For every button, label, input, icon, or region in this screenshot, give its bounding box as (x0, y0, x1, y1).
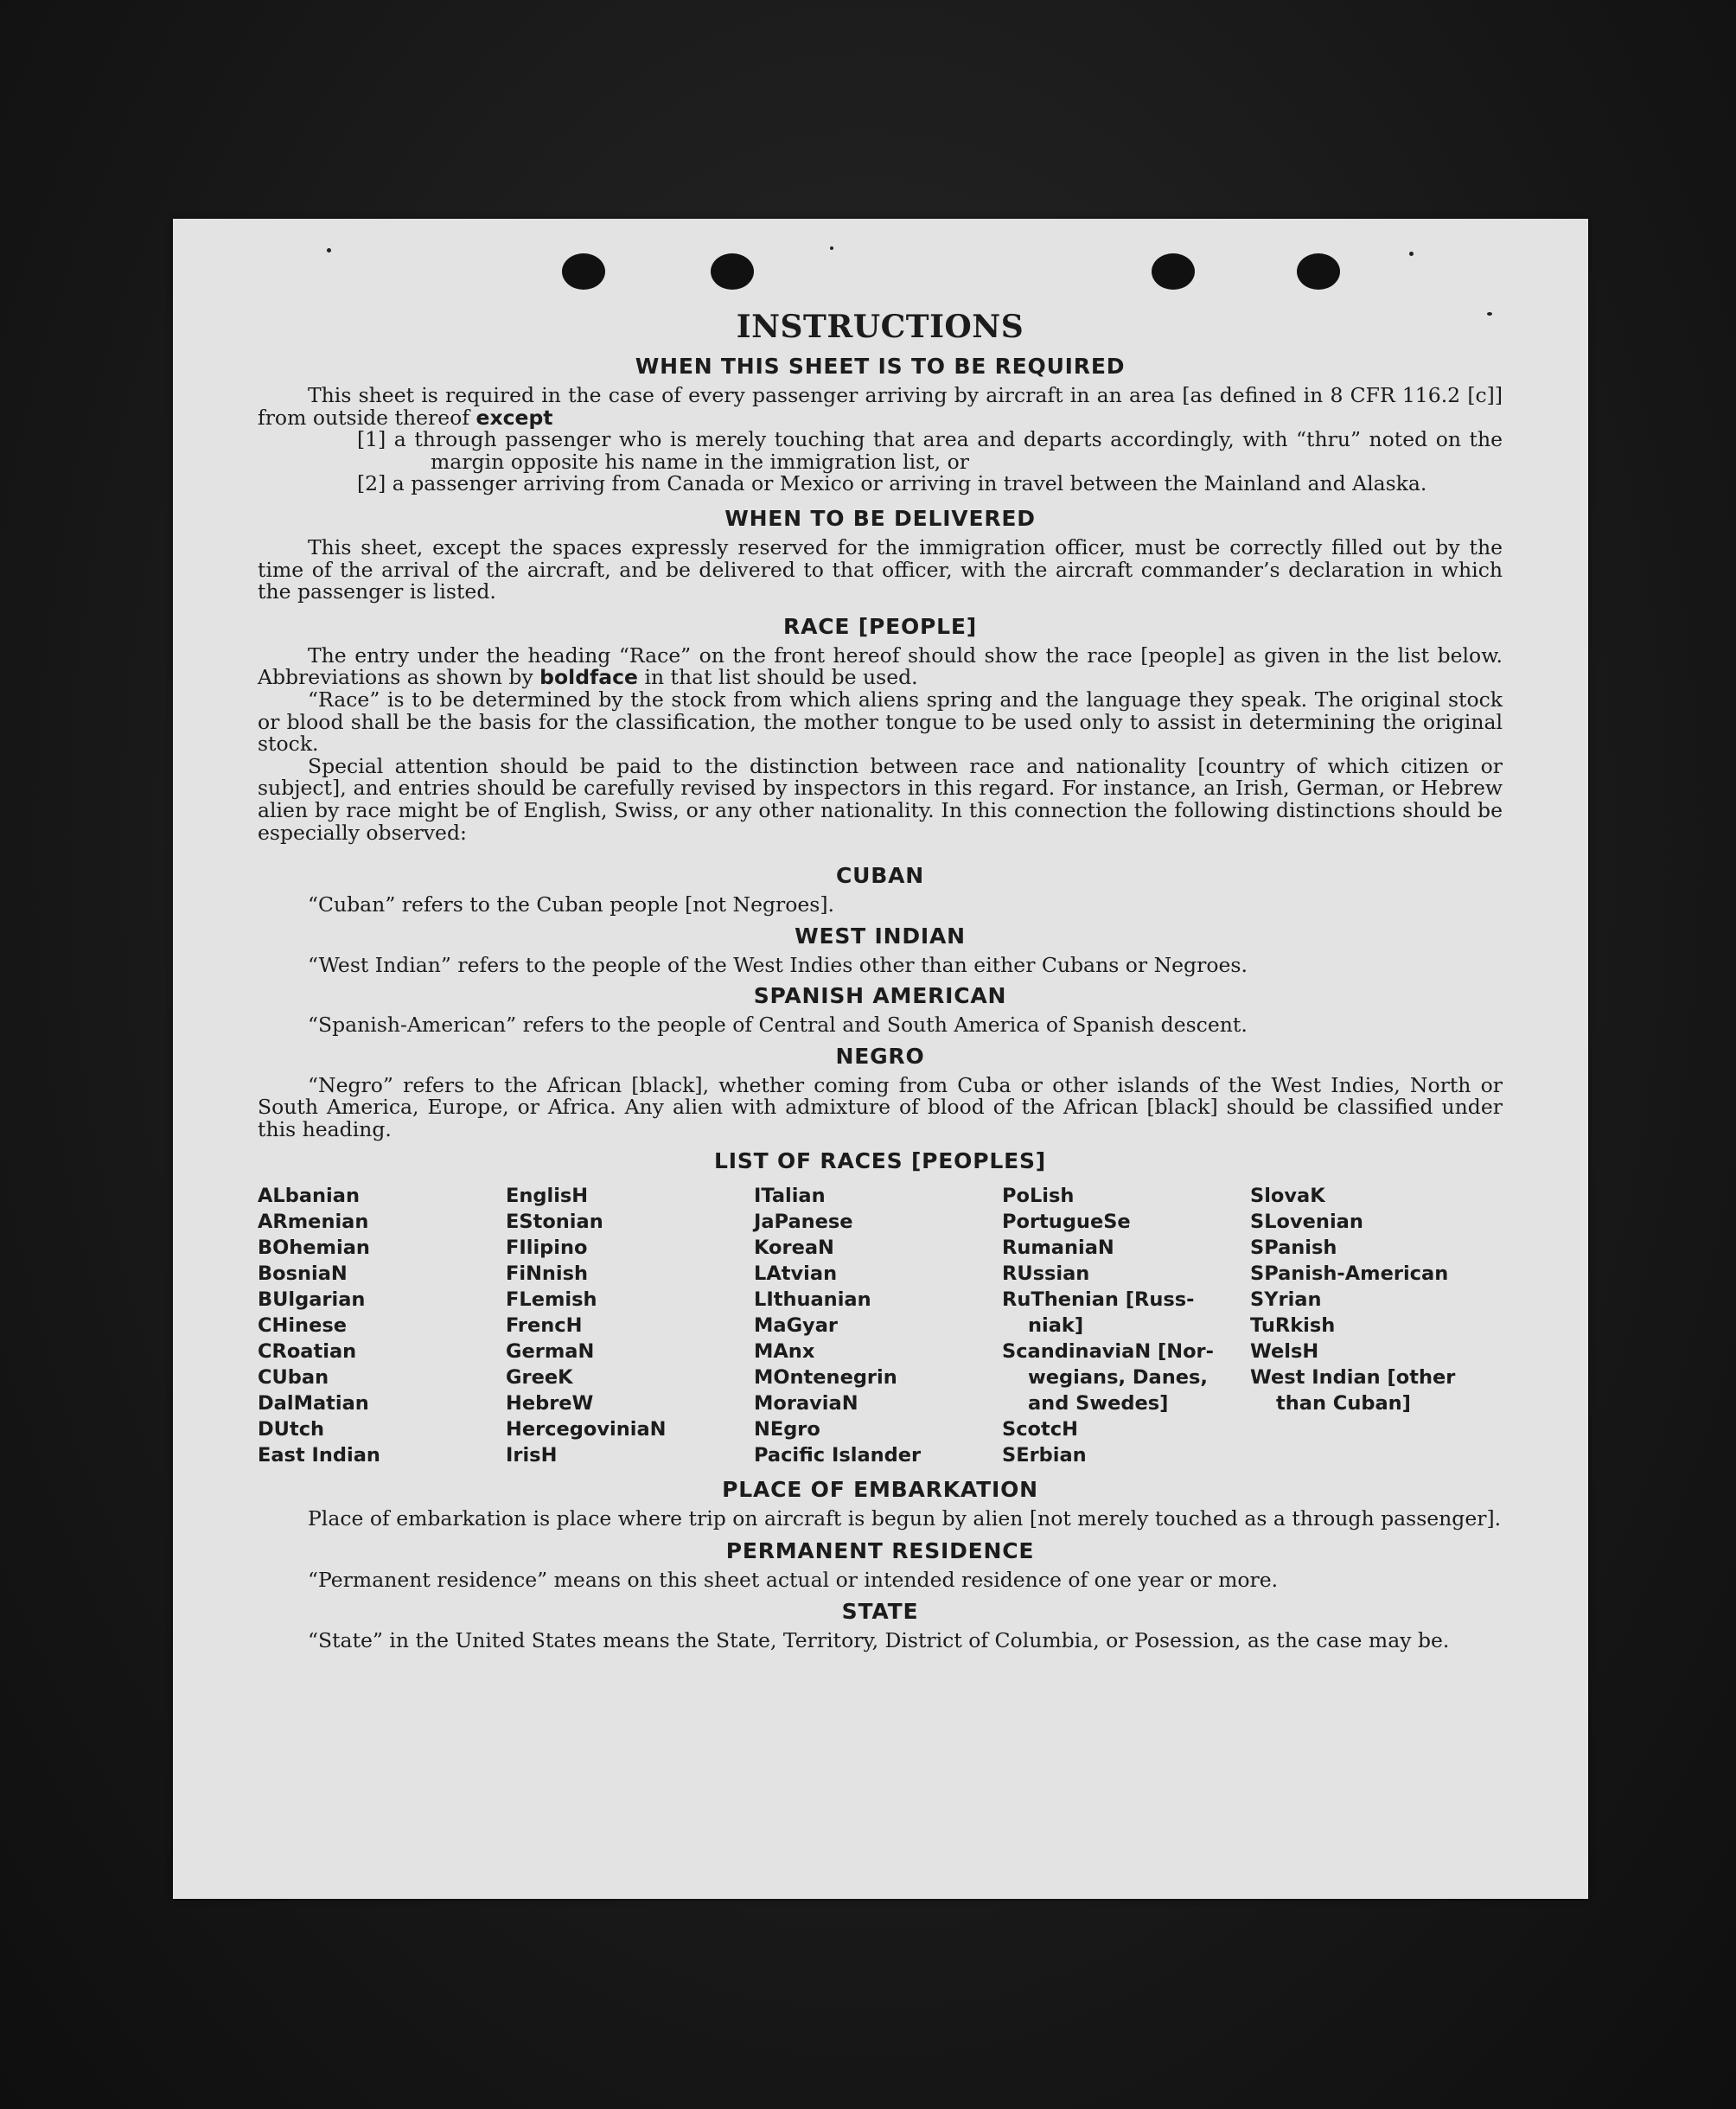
race-entry: SPanish (1250, 1236, 1337, 1259)
race-entry: EnglisH (506, 1184, 589, 1207)
races-list (258, 1183, 1503, 1468)
race-entry: West Indian [other (1250, 1365, 1456, 1389)
races-column-4 (1002, 1183, 1250, 1468)
race-entry: SlovaK (1250, 1184, 1325, 1207)
section-heading-residence: PERMANENT RESIDENCE (725, 1538, 1035, 1564)
race-entry: GreeK (506, 1365, 573, 1389)
section-heading-embarkation: PLACE OF EMBARKATION (722, 1476, 1038, 1502)
race-entry: and Swedes] (1028, 1391, 1169, 1415)
race-entry: MoraviaN (754, 1391, 858, 1415)
race-entry: PortugueSe (1002, 1210, 1131, 1233)
race-entry: DalMatian (258, 1391, 369, 1415)
race-entry: PoLish (1002, 1184, 1075, 1207)
race-paragraph-1: The entry under the heading “Race” on the front hereof should show the race [people] as given in the list below. Abbreviations as shown by boldface in that list should be used. (258, 642, 1503, 690)
document-sheet (173, 219, 1588, 1899)
race-entry: LAtvian (754, 1262, 838, 1285)
cuban-text: “Cuban” refers to the Cuban people [not Negroes]. (308, 892, 835, 917)
race-entry: HercegoviniaN (506, 1417, 667, 1441)
race-entry: wegians, Danes, (1028, 1365, 1208, 1389)
race-entry: RUssian (1002, 1262, 1090, 1285)
required-item-1: [1] a through passenger who is merely touching that area and departs accordingly, with “thru” noted on the margin opposite his name in the immigration list, or (357, 427, 1503, 474)
race-entry: BUlgarian (258, 1288, 366, 1311)
race-entry: East Indian (258, 1443, 380, 1467)
race-entry: FrencH (506, 1313, 583, 1337)
race-entry: niak] (1028, 1313, 1084, 1337)
residence-text: “Permanent residence” means on this sheet actual or intended residence of one year or more. (308, 1568, 1279, 1593)
race-entry: GermaN (506, 1339, 595, 1363)
punch-hole (562, 253, 605, 290)
punch-hole (1152, 253, 1195, 290)
race-entry: SPanish-American (1250, 1262, 1449, 1285)
speck (1409, 252, 1414, 256)
race-entry: BOhemian (258, 1236, 370, 1259)
race-entry: MOntenegrin (754, 1365, 897, 1389)
races-column-1 (258, 1183, 506, 1468)
negro-text: “Negro” refers to the African [black], whether coming from Cuba or other islands of the West Indies, North or South America, Europe, or Africa. Any alien with admixture of blood of the African [black] should be classified under this heading. (258, 1072, 1503, 1142)
race-entry: EStonian (506, 1210, 603, 1233)
race-entry: CRoatian (258, 1339, 357, 1363)
section-heading-delivered: WHEN TO BE DELIVERED (724, 505, 1036, 531)
race-entry: SLovenian (1250, 1210, 1363, 1233)
section-heading-races-list: LIST OF RACES [PEOPLES] (713, 1147, 1046, 1173)
race-entry: SErbian (1002, 1443, 1087, 1467)
west-indian-text: “West Indian” refers to the people of the West Indies other than either Cubans or Negroes. (308, 952, 1248, 977)
race-entry: CUban (258, 1365, 329, 1389)
page-title: INSTRUCTIONS (736, 309, 1024, 345)
punch-hole (711, 253, 754, 290)
race-entry: KoreaN (754, 1236, 834, 1259)
race-entry: NEgro (754, 1417, 820, 1441)
race-entry: ARmenian (258, 1210, 369, 1233)
race-entry: DUtch (258, 1417, 325, 1441)
state-text: “State” in the United States means the State, Territory, District of Columbia, or Posession, as the case may be. (308, 1627, 1450, 1652)
spanish-american-text: “Spanish-American” refers to the people of Central and South America of Spanish descent. (308, 1013, 1248, 1038)
delivered-text: This sheet, except the spaces expressly reserved for the immigration officer, must be correctly filled out by the time of the arrival of the aircraft, and be delivered to that officer, with the aircraft commander’s declaration in which the passenger is listed. (258, 534, 1503, 604)
race-entry: FLemish (506, 1288, 597, 1311)
race-entry: FIlipino (506, 1236, 588, 1259)
section-heading-negro: NEGRO (835, 1043, 925, 1069)
race-entry: LIthuanian (754, 1288, 871, 1311)
race-entry: TuRkish (1250, 1313, 1336, 1337)
section-heading-state: STATE (841, 1598, 919, 1624)
required-item-2: [2] a passenger arriving from Canada or Mexico or arriving in travel between the Mainland and Alaska. (357, 471, 1427, 496)
race-entry: HebreW (506, 1391, 594, 1415)
race-paragraph-3: Special attention should be paid to the distinction between race and nationality [country of which citizen or subject], and entries should be carefully revised by inspectors in this regard. For instance, an Irish, German, or Hebrew alien by race might be of English, Swiss, or any other nationality. In this connection the following distinctions should be especially observed: (258, 753, 1503, 845)
embarkation-text: Place of embarkation is place where trip on aircraft is begun by alien [not merely touched as a through passenger]. (308, 1505, 1502, 1531)
race-entry: JaPanese (754, 1210, 853, 1233)
race-entry: Pacific Islander (754, 1443, 922, 1467)
race-entry: ScandinaviaN [Nor- (1002, 1339, 1214, 1363)
section-heading-required: WHEN THIS SHEET IS TO BE REQUIRED (635, 354, 1126, 379)
race-entry: IrisH (506, 1443, 558, 1467)
race-entry: BosniaN (258, 1262, 348, 1285)
race-entry: ScotcH (1002, 1417, 1078, 1441)
race-entry: FiNnish (506, 1262, 589, 1285)
race-paragraph-2: “Race” is to be determined by the stock from which aliens spring and the language they speak. The original stock or blood shall be the basis for the classification, the mother tongue to be used only to assist in determining the original stock. (258, 687, 1503, 757)
race-entry: RumaniaN (1002, 1236, 1114, 1259)
race-entry: ALbanian (258, 1184, 360, 1207)
races-column-5 (1250, 1183, 1503, 1468)
required-intro: This sheet is required in the case of every passenger arriving by aircraft in an area [as defined in 8 CFR 116.2 [c]] from outside thereof except (258, 383, 1503, 430)
race-entry: MAnx (754, 1339, 815, 1363)
race-entry: than Cuban] (1276, 1391, 1411, 1415)
section-heading-west-indian: WEST INDIAN (795, 923, 966, 949)
speck (830, 246, 833, 250)
race-entry: RuThenian [Russ- (1002, 1288, 1195, 1311)
race-entry: SYrian (1250, 1288, 1322, 1311)
races-column-3 (754, 1183, 1002, 1468)
races-column-2 (506, 1183, 754, 1468)
speck (327, 248, 331, 252)
race-entry: ITalian (754, 1184, 826, 1207)
race-entry: WelsH (1250, 1339, 1319, 1363)
race-entry: MaGyar (754, 1313, 838, 1337)
instructions-content (258, 305, 1503, 1652)
section-heading-cuban: CUBAN (836, 863, 924, 889)
punch-hole (1297, 253, 1340, 290)
section-heading-race: RACE [PEOPLE] (783, 613, 977, 639)
race-entry: CHinese (258, 1313, 347, 1337)
section-heading-spanish-american: SPANISH AMERICAN (753, 983, 1007, 1009)
